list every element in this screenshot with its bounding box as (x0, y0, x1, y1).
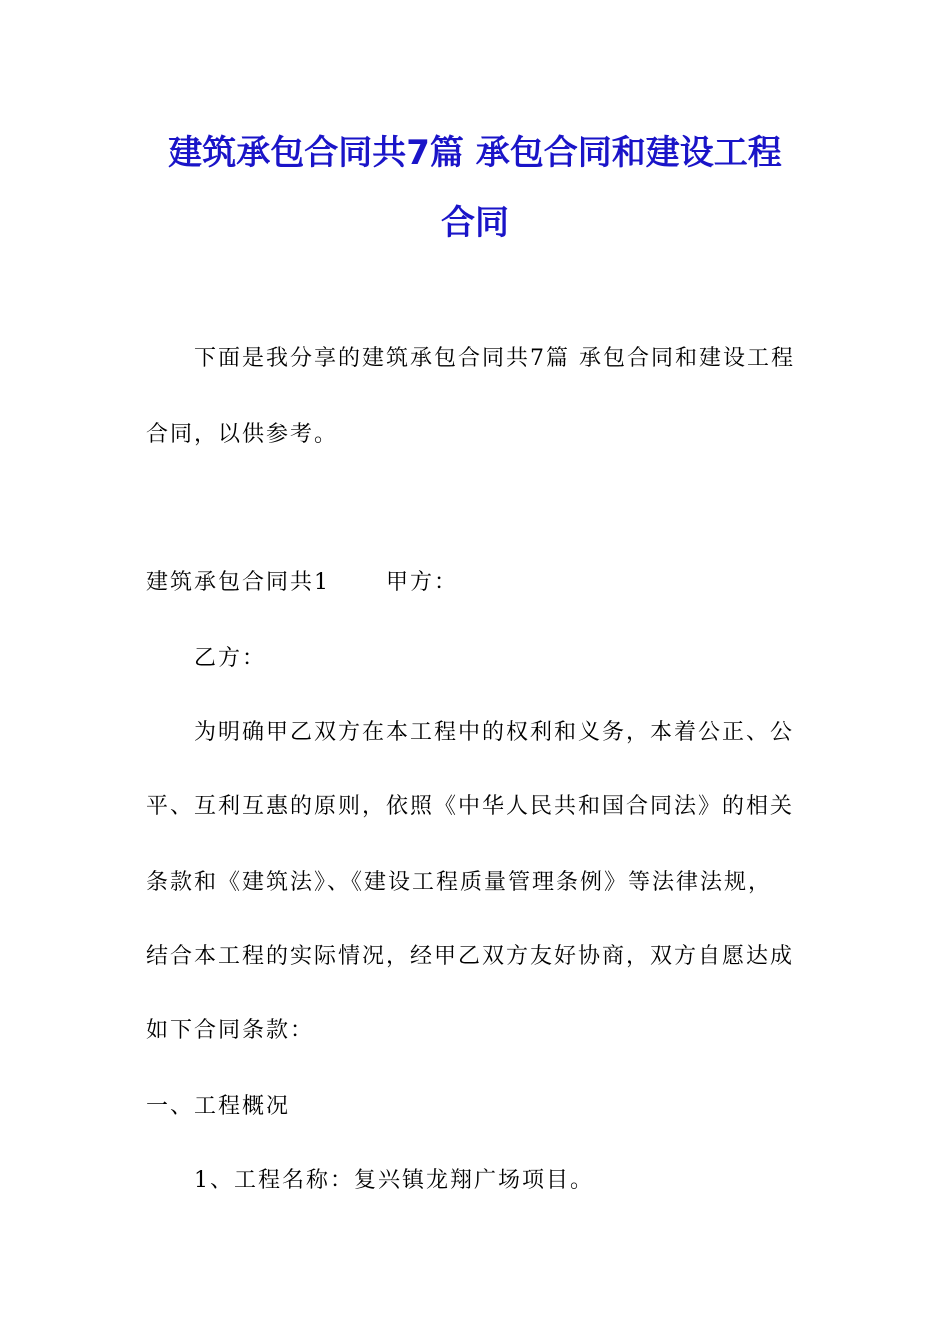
preamble-line-2: 平、互利互惠的原则，依照《中华人民共和国合同法》的相关 (146, 794, 795, 819)
preamble-line-3: 条款和《建筑法》、《建设工程质量管理条例》等法律法规， (146, 870, 773, 895)
intro-paragraph-line-1: 下面是我分享的建筑承包合同共7篇 承包合同和建设工程 (194, 346, 795, 371)
section-1-heading: 建筑承包合同共1 (146, 570, 330, 595)
party-a-label: 甲方： (386, 570, 459, 595)
document-title-line-1: 建筑承包合同共7篇 承包合同和建设工程 (168, 133, 782, 173)
preamble-line-1: 为明确甲乙双方在本工程中的权利和义务，本着公正、公 (194, 720, 795, 745)
preamble-line-4: 结合本工程的实际情况，经甲乙双方友好协商，双方自愿达成 (146, 944, 795, 969)
party-b-label: 乙方： (194, 646, 267, 671)
intro-paragraph-line-2: 合同，以供参考。 (146, 422, 339, 447)
preamble-line-5: 如下合同条款： (146, 1018, 315, 1043)
document-title-line-2: 合同 (441, 203, 509, 243)
clause-1-item-1: 1、工程名称：复兴镇龙翔广场项目。 (194, 1168, 594, 1193)
clause-1-heading: 一、工程概况 (146, 1094, 291, 1119)
section-1-heading-row (146, 572, 458, 594)
